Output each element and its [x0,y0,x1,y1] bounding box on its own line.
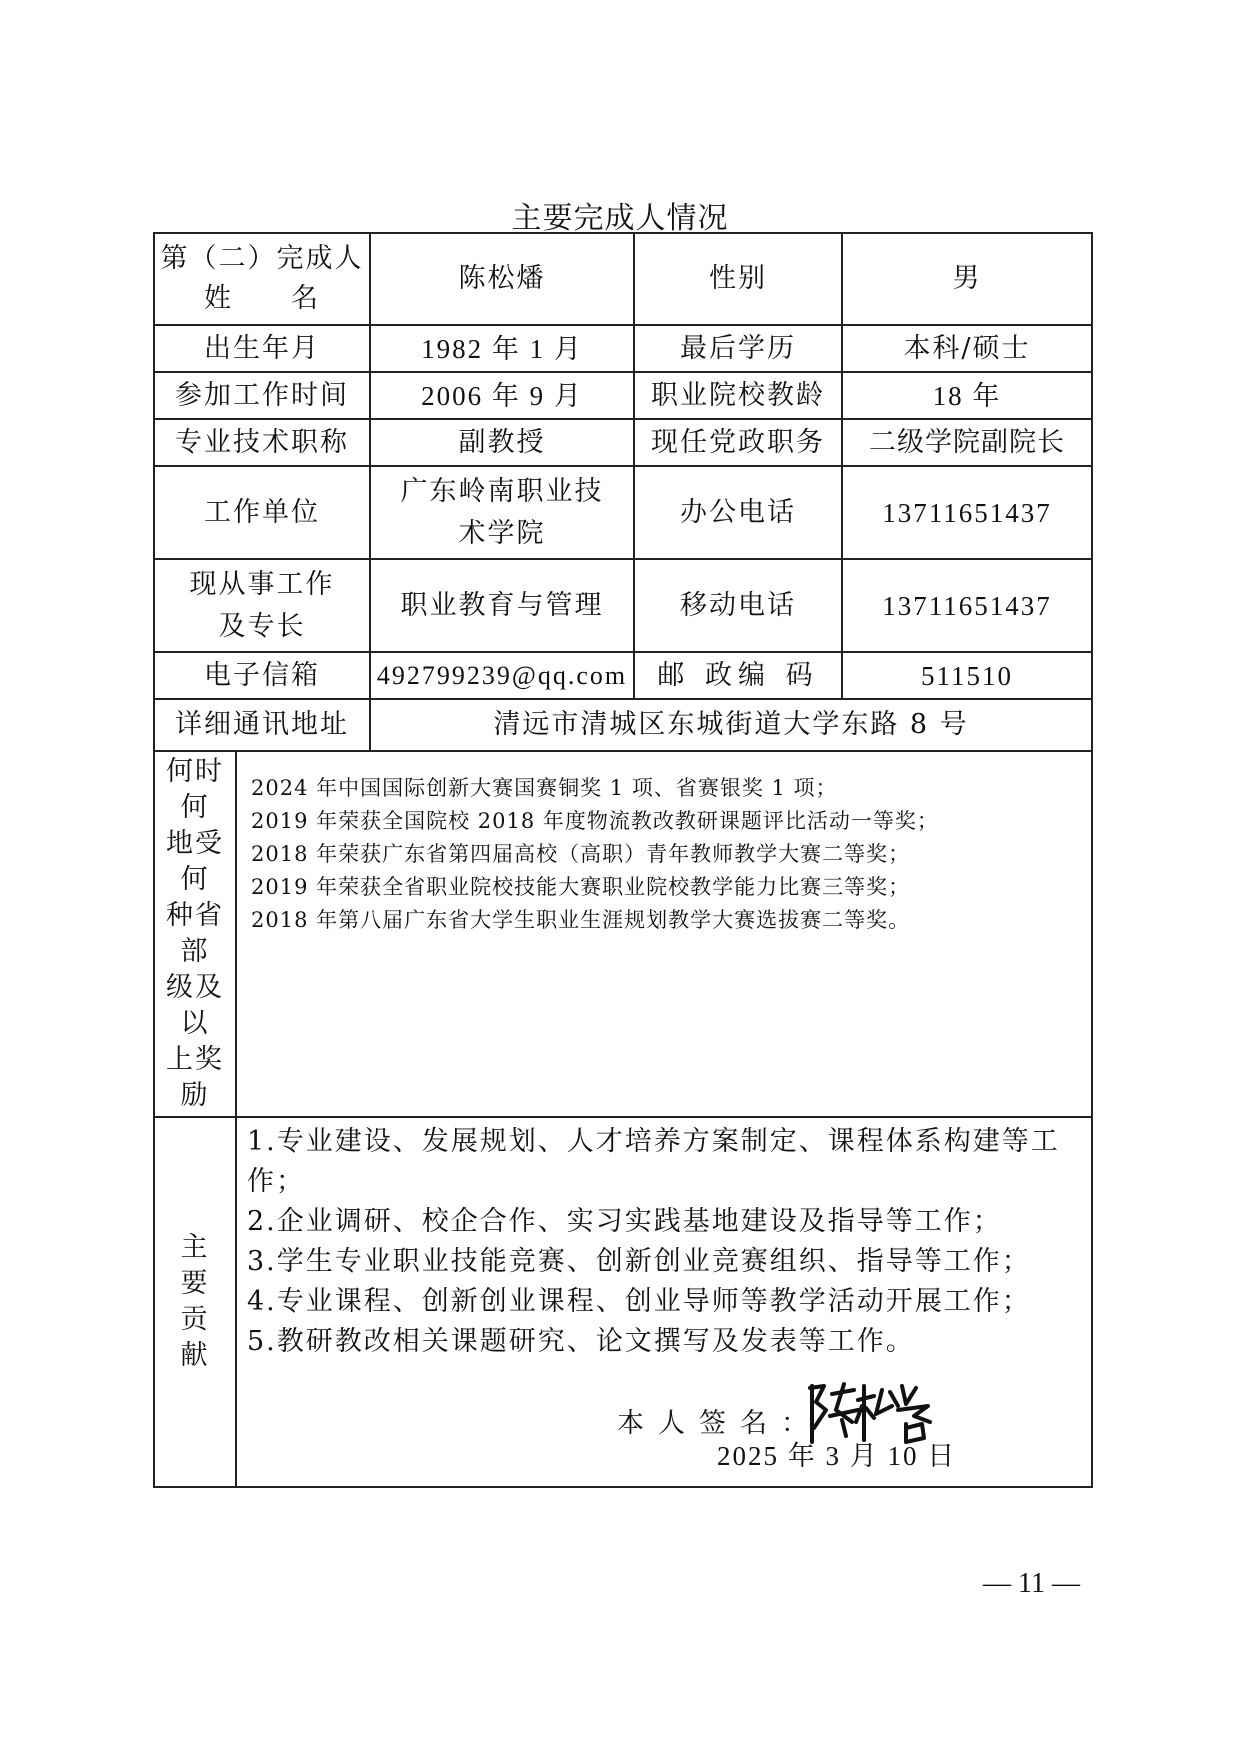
name-label: 第（二）完成人 姓 名 [154,233,370,325]
contributions-label: 主 要 贡 献 [154,1117,236,1487]
address-value: 清远市清城区东城街道大学东路 8 号 [370,699,1092,751]
contribution-item: 1.专业建设、发展规划、人才培养方案制定、课程体系构建等工作； [247,1126,1060,1197]
award-item: 2019 年荣获全省职业院校技能大赛职业院校教学能力比赛三等奖； [251,875,911,899]
birth-value: 1982 年 1 月 [370,325,634,372]
contribution-item: 4.专业课程、创新创业课程、创业导师等教学活动开展工作； [247,1286,1031,1317]
prof-title-value: 副教授 [370,419,634,466]
signature-row [247,1376,1083,1439]
birth-label: 出生年月 [154,325,370,372]
email-value: 492799239@qq.com [370,652,634,699]
award-item: 2018 年第八届广东省大学生职业生涯规划教学大赛选拔赛二等奖。 [251,908,911,932]
mobile-value: 13711651437 [842,559,1092,652]
page-title: 主要完成人情况 [511,201,729,236]
award-item: 2018 年荣获广东省第四届高校（高职）青年教师教学大赛二等奖； [251,842,911,866]
contributor-info-table [153,232,1093,1488]
awards-label: 何时何 地受何 种省部 级及以 上奖励 [154,751,236,1117]
handwritten-signature [802,1376,942,1446]
name-value: 陈松燔 [370,233,634,325]
position-label: 现任党政职务 [634,419,842,466]
work-start-value: 2006 年 9 月 [370,372,634,419]
awards-list [236,751,1092,1117]
teaching-years-label: 职业院校教龄 [634,372,842,419]
postcode-label: 邮 政编 码 [634,652,842,699]
prof-title-label: 专业技术职称 [154,419,370,466]
mobile-label: 移动电话 [634,559,842,652]
employer-label: 工作单位 [154,466,370,559]
current-work-label: 现从事工作 及专长 [154,559,370,652]
postcode-value: 511510 [842,652,1092,699]
contribution-item: 5.教研教改相关课题研究、论文撰写及发表等工作。 [247,1326,915,1357]
signature-label: 本人签名： [617,1408,822,1439]
contribution-item: 3.学生专业职业技能竞赛、创新创业竞赛组织、指导等工作； [247,1246,1031,1277]
gender-label: 性别 [634,233,842,325]
contribution-item: 2.企业调研、校企合作、实习实践基地建设及指导等工作； [247,1206,1002,1237]
email-label: 电子信箱 [154,652,370,699]
page-number: — 11 — [983,1568,1080,1599]
employer-value: 广东岭南职业技术学院 [370,466,634,559]
award-item: 2024 年中国国际创新大赛国赛铜奖 1 项、省赛银奖 1 项； [251,776,838,800]
position-value: 二级学院副院长 [842,419,1092,466]
contributions-list [236,1117,1092,1487]
office-phone-label: 办公电话 [634,466,842,559]
teaching-years-value: 18 年 [842,372,1092,419]
current-work-value: 职业教育与管理 [370,559,634,652]
signature-date: 2025 年 3 月 10 日 [717,1441,957,1471]
address-label: 详细通讯地址 [154,699,370,751]
work-start-label: 参加工作时间 [154,372,370,419]
gender-value: 男 [842,233,1092,325]
office-phone-value: 13711651437 [842,466,1092,559]
award-item: 2019 年荣获全国院校 2018 年度物流教改教研课题评比活动一等奖； [251,809,939,833]
education-label: 最后学历 [634,325,842,372]
education-value: 本科/硕士 [842,325,1092,372]
